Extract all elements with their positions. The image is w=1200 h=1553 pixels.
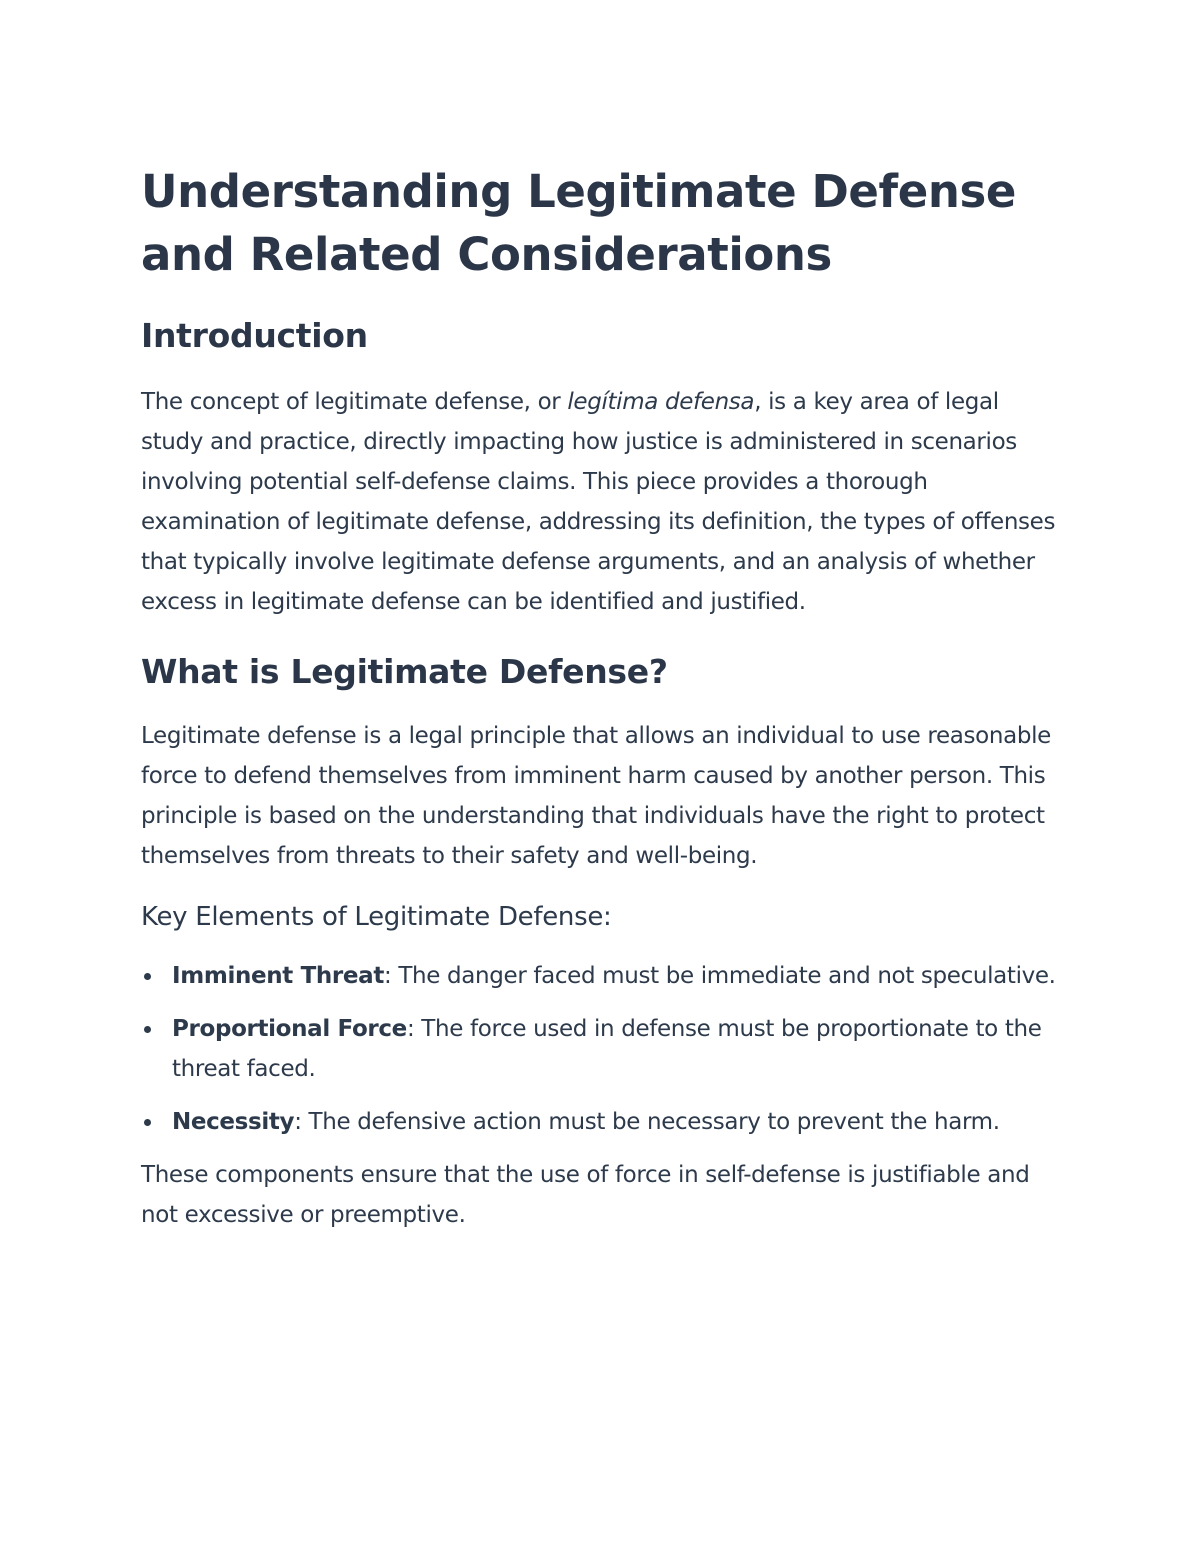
introduction-italic-term: legítima defensa — [567, 389, 755, 415]
introduction-paragraph — [141, 382, 1060, 622]
element-term: Imminent Threat — [172, 963, 384, 989]
list-item — [141, 956, 1060, 996]
list-item — [141, 1102, 1060, 1142]
element-term: Proportional Force — [172, 1016, 407, 1042]
document-title: Understanding Legitimate Defense and Related Considerations — [141, 165, 1016, 281]
key-elements-list — [141, 956, 1060, 1142]
element-description: : The force used in defense must be proportionate to the threat faced. — [172, 1016, 1042, 1082]
element-description: : The danger faced must be immediate and not speculative. — [384, 963, 1056, 989]
list-item — [141, 1009, 1060, 1089]
introduction-heading: Introduction — [141, 316, 368, 355]
key-elements-heading: Key Elements of Legitimate Defense: — [141, 902, 612, 932]
definition-heading: What is Legitimate Defense? — [141, 652, 668, 691]
introduction-text-start: The concept of legitimate defense, or — [141, 389, 568, 415]
closing-paragraph: These components ensure that the use of force in self-defense is justifiable and not excessive or preemptive. — [141, 1162, 1030, 1228]
introduction-text-end: , is a key area of legal study and practice, directly impacting how justice is administered in scenarios involving potential self-defense claims. This piece provides a thorough examination of legitimate defense, addressing its definition, the types of offenses that typically involve legitimate defense arguments, and an analysis of whether excess in legitimate defense can be identified and justified. — [141, 389, 1056, 615]
element-description: : The defensive action must be necessary to prevent the harm. — [294, 1109, 1000, 1135]
element-term: Necessity — [172, 1109, 295, 1135]
definition-paragraph: Legitimate defense is a legal principle that allows an individual to use reasonable force to defend themselves from imminent harm caused by another person. This principle is based on the understanding that individuals have the right to protect themselves from threats to their safety and well-being. — [141, 723, 1051, 869]
